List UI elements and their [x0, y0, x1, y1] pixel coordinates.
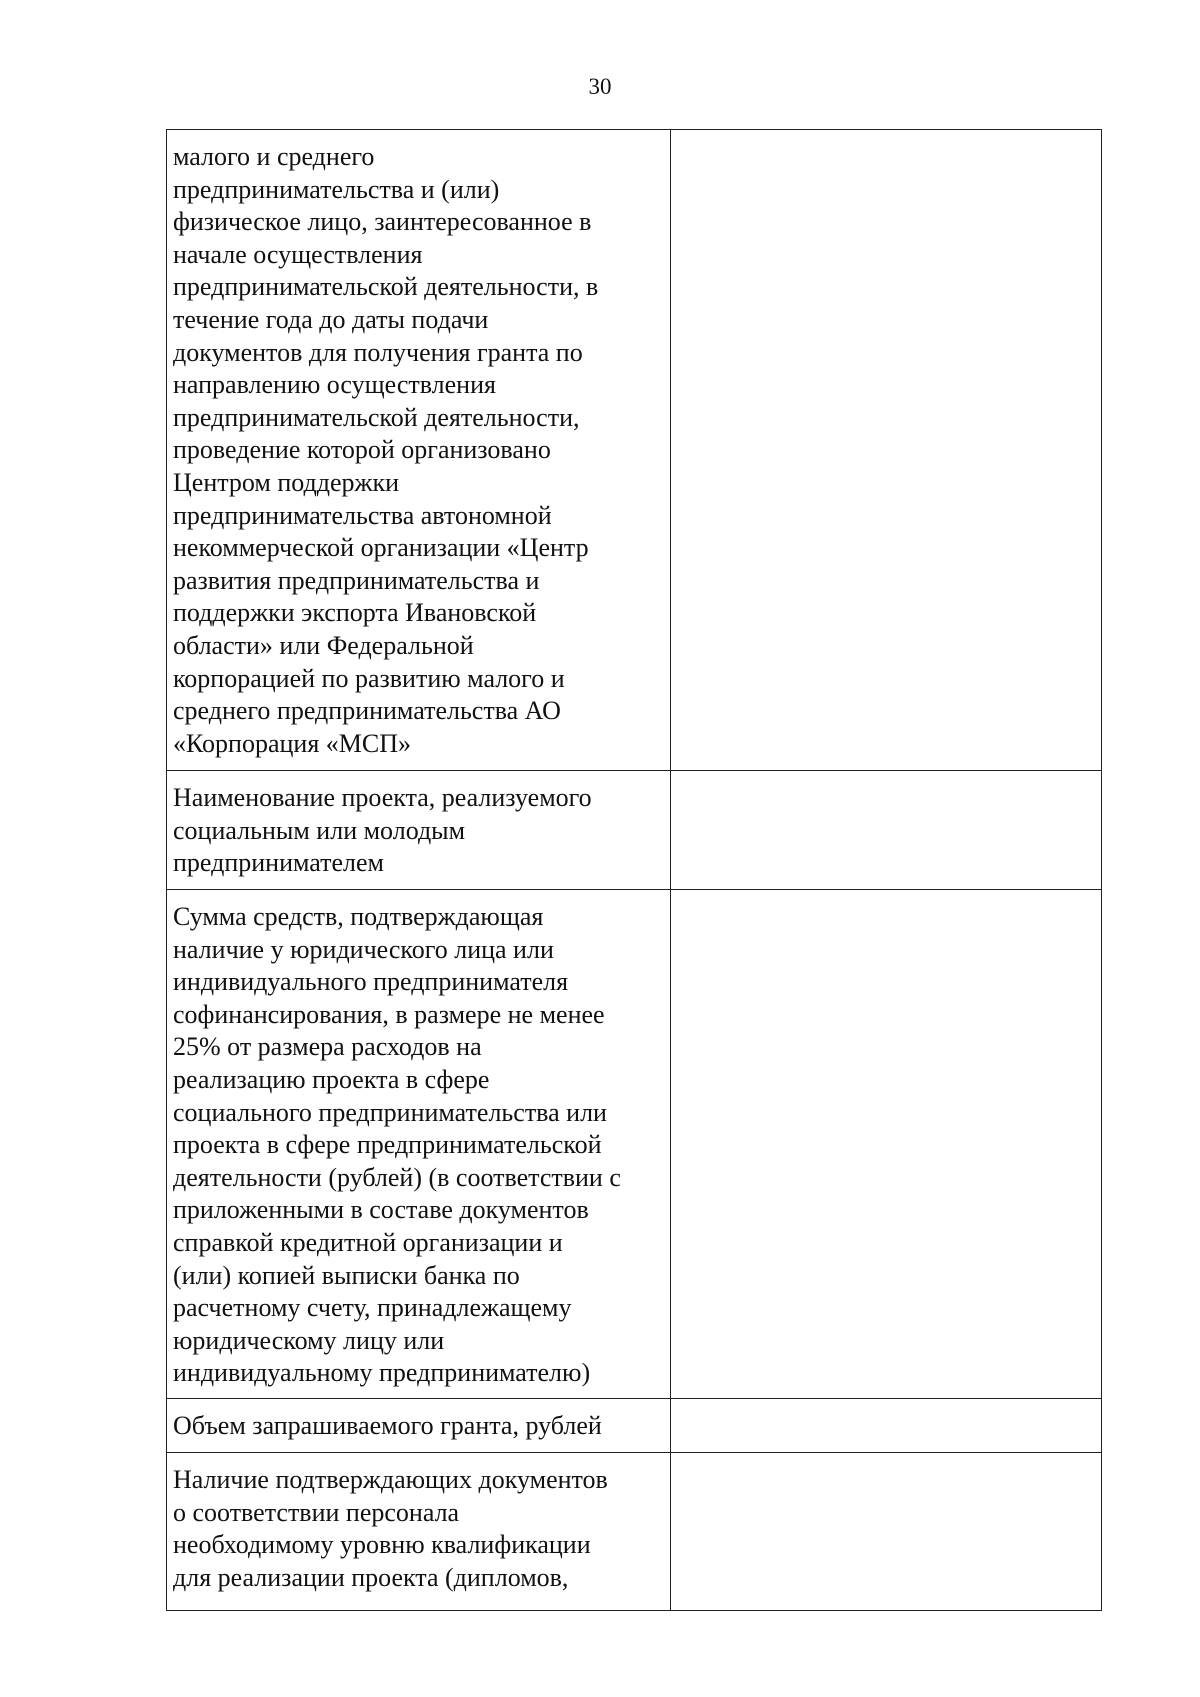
table-row	[167, 890, 1102, 1399]
table-row	[167, 1453, 1102, 1611]
row-label-cell: Сумма средств, подтверждающая наличие у юридического лица или индивидуального предпринимателя софинансирования, в размере не менее 25% от размера расходов на реализацию проекта в сфере социального предпринимательства или проекта в сфере предпринимательской деятельности (рублей) (в соответствии с приложенными в составе документов справкой кредитной организации и (или) копией выписки банка по расчетному счету, принадлежащему юридическому лицу или индивидуальному предпринимателю)	[167, 890, 671, 1399]
application-form-table	[166, 129, 1102, 1611]
row-label-cell: Объем запрашиваемого гранта, рублей	[167, 1399, 671, 1453]
row-label-cell: малого и среднего предпринимательства и (или) физическое лицо, заинтересованное в начале осуществления предпринимательской деятельности, в течение года до даты подачи документов для получения гранта по направлению осуществления предпринимательской деятельности, проведение которой организовано Центром поддержки предпринимательства автономной некоммерческой организации «Центр развития предпринимательства и поддержки экспорта Ивановской области» или Федеральной корпорацией по развитию малого и среднего предпринимательства АО «Корпорация «МСП»	[167, 130, 671, 771]
row-value-cell	[671, 130, 1102, 771]
row-value-cell	[671, 890, 1102, 1399]
row-value-cell	[671, 1453, 1102, 1611]
table-row	[167, 130, 1102, 771]
page-number: 30	[588, 74, 612, 99]
row-label-cell: Наличие подтверждающих документов о соответствии персонала необходимому уровню квалификации для реализации проекта (дипломов,	[167, 1453, 671, 1611]
table-row	[167, 771, 1102, 890]
row-value-cell	[671, 771, 1102, 890]
row-label-cell: Наименование проекта, реализуемого социальным или молодым предпринимателем	[167, 771, 671, 890]
table-row	[167, 1399, 1102, 1453]
row-value-cell	[671, 1399, 1102, 1453]
